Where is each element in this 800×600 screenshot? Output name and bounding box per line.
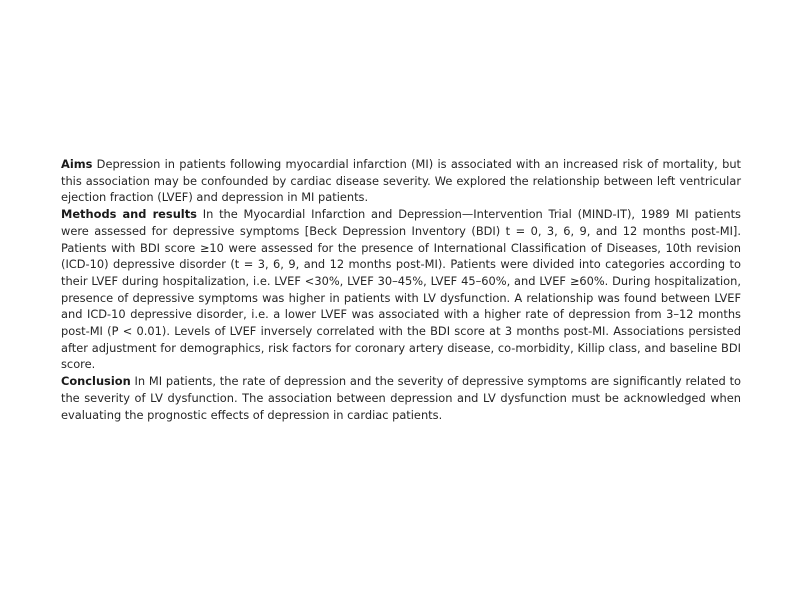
conclusion-text: In MI patients, the rate of depression and the severity of depressive symptoms are significantly related to the severity of LV dysfunction. The association between depression and LV dysfunction must be acknowledged when evaluating the prognostic effects of depression in cardiac patients. bbox=[61, 374, 741, 422]
methods-results-text: In the Myocardial Infarction and Depression—Intervention Trial (MIND-IT), 1989 MI patients were assessed for depressive symptoms [Beck Depression Inventory (BDI) t = 0, 3, 6, 9, and 12 months post-MI]. Patients with BDI score ≥10 were assessed for the presence of International Classification of Diseases, 10th revision (ICD-10) depressive disorder (t = 3, 6, 9, and 12 months post-MI). Patients were divided into categories according to their LVEF during hospitalization, i.e. LVEF <30%, LVEF 30–45%, LVEF 45–60%, and LVEF ≥60%. During hospitalization, presence of depressive symptoms was higher in patients with LV dysfunction. A relationship was found between LVEF and ICD-10 depressive disorder, i.e. a lower LVEF was associated with a higher rate of depression from 3–12 months post-MI (P < 0.01). Levels of LVEF inversely correlated with the BDI score at 3 months post-MI. Associations persisted after adjustment for demographics, risk factors for coronary artery disease, co-morbidity, Killip class, and baseline BDI score. bbox=[61, 207, 741, 372]
conclusion-heading: Conclusion bbox=[61, 374, 131, 389]
methods-results-heading: Methods and results bbox=[61, 207, 197, 222]
aims-heading: Aims bbox=[61, 157, 93, 171]
conclusion-section bbox=[61, 373, 741, 423]
aims-text: Depression in patients following myocardial infarction (MI) is associated with an increased risk of mortality, but this association may be confounded by cardiac disease severity. We explored the relationship between left ventricular ejection fraction (LVEF) and depression in MI patients. bbox=[61, 157, 741, 205]
aims-section bbox=[61, 156, 741, 206]
methods-results-section bbox=[61, 206, 741, 373]
abstract bbox=[61, 156, 741, 423]
